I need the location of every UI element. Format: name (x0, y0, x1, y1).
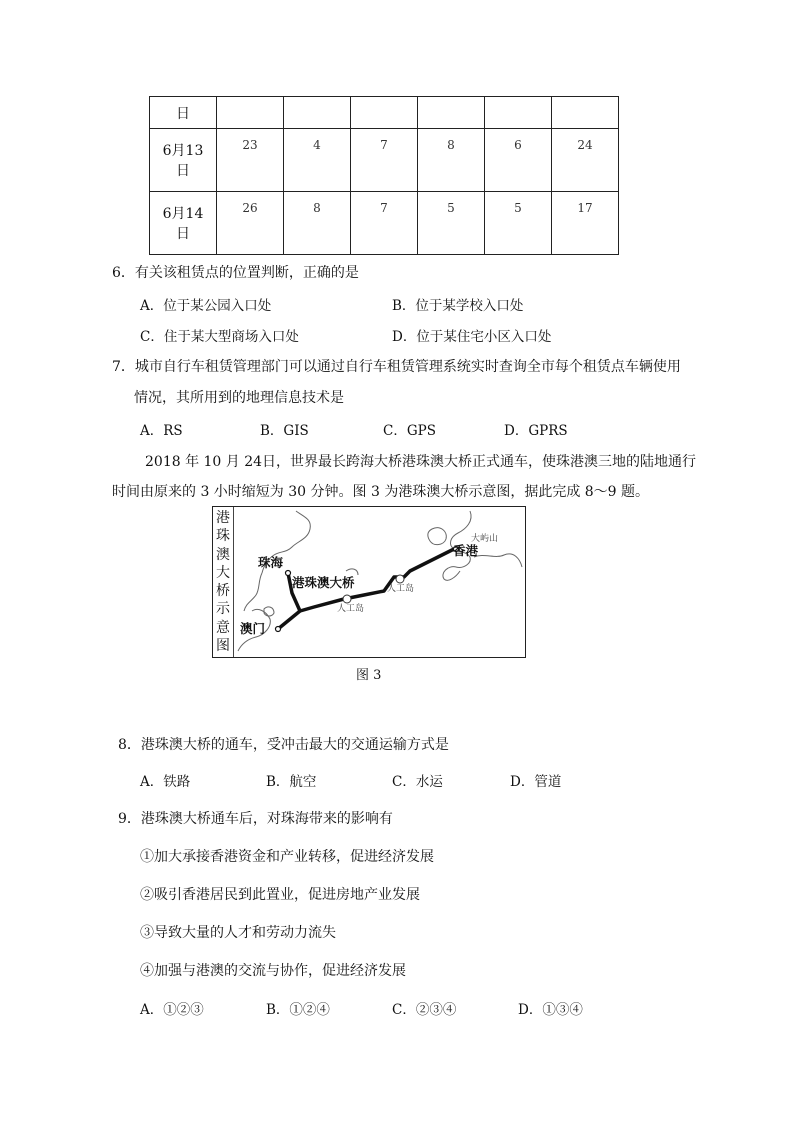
table-cell: 17 (552, 192, 619, 255)
rental-data-table (149, 96, 619, 255)
q8-option-b[interactable]: B．航空 (266, 774, 317, 790)
coastline-east-2 (474, 554, 522, 567)
table-cell-day: 日 (150, 97, 217, 129)
table-cell: 5 (418, 192, 485, 255)
label-artificial-island-east: 人工岛 (387, 584, 415, 594)
q9-option-c[interactable]: C．②③④ (392, 1002, 457, 1018)
island-west (264, 607, 274, 616)
q8-stem: 8．港珠澳大桥的通车，受冲击最大的交通运输方式是 (118, 737, 449, 753)
macau-marker (276, 627, 281, 632)
q9-option-d[interactable]: D．①③④ (518, 1002, 583, 1018)
label-dayushan: 大屿山 (471, 534, 499, 544)
label-macau: 澳门 (240, 621, 266, 636)
figure-caption: 图 3 (356, 668, 382, 683)
map-drawing (234, 507, 524, 657)
q7-option-a[interactable]: A．RS (140, 423, 183, 439)
table-row (150, 97, 619, 129)
q9-statement-3: ③导致大量的人才和劳动力流失 (140, 925, 336, 941)
table-cell: 26 (217, 192, 284, 255)
table-row (150, 192, 619, 255)
q7-stem-line1: 7．城市自行车租赁管理部门可以通过自行车租赁管理系统实时查询全市每个租赁点车辆使用 (112, 359, 681, 375)
label-artificial-island-west: 人工岛 (337, 604, 365, 614)
map-title-vertical: 港 珠 澳 大 桥 示 意 图 (213, 507, 234, 657)
table-row (150, 129, 619, 192)
table-cell: 5 (485, 192, 552, 255)
table-cell: 23 (217, 129, 284, 192)
lantau-island (428, 528, 446, 545)
q6-option-a[interactable]: A．位于某公园入口处 (140, 298, 272, 314)
passage-line2: 时间由原来的 3 小时缩短为 30 分钟。图 3 为港珠澳大桥示意图，据此完成 8～9 题。 (112, 484, 650, 500)
q6-option-c[interactable]: C．住于某大型商场入口处 (140, 329, 299, 345)
zhuhai-marker (286, 571, 291, 576)
label-hongkong: 香港 (453, 543, 479, 558)
table-cell: 8 (418, 129, 485, 192)
q9-statement-1: ①加大承接香港资金和产业转移，促进经济发展 (140, 849, 434, 865)
q7-option-b[interactable]: B．GIS (260, 423, 309, 439)
q9-option-b[interactable]: B．①②④ (266, 1002, 330, 1018)
q6-stem: 6．有关该租赁点的位置判断，正确的是 (112, 265, 359, 281)
q8-option-c[interactable]: C．水运 (392, 774, 443, 790)
q9-option-a[interactable]: A．①②③ (140, 1002, 204, 1018)
table-cell: 8 (284, 192, 351, 255)
table-cell: 7 (351, 192, 418, 255)
q9-statement-4: ④加强与港澳的交流与协作，促进经济发展 (140, 963, 406, 979)
table-cell-date: 6月14 日 (150, 192, 217, 255)
q8-option-a[interactable]: A．铁路 (140, 774, 191, 790)
q7-option-d[interactable]: D．GPRS (504, 423, 568, 439)
coastline-hk (443, 567, 460, 581)
q7-stem-line2: 情况，其所用到的地理信息技术是 (134, 390, 344, 406)
q9-statement-2: ②吸引香港居民到此置业，促进房地产业发展 (140, 887, 420, 903)
label-zhuhai: 珠海 (258, 555, 284, 570)
passage-line1: 2018 年 10 月 24日，世界最长跨海大桥港珠澳大桥正式通车，使珠港澳三地的陆地通行 (145, 454, 697, 470)
label-bridge: 港珠澳大桥 (292, 575, 355, 590)
coastline-west-lower (244, 573, 262, 611)
table-cell-date: 6月13 日 (150, 129, 217, 192)
table-cell: 24 (552, 129, 619, 192)
table-cell: 7 (351, 129, 418, 192)
bridge-map (212, 506, 526, 658)
q7-option-c[interactable]: C．GPS (383, 423, 436, 439)
table-cell: 4 (284, 129, 351, 192)
q9-stem: 9．港珠澳大桥通车后，对珠海带来的影响有 (118, 811, 393, 827)
q6-option-d[interactable]: D．位于某住宅小区入口处 (392, 329, 552, 345)
bridge-macau-branch (278, 611, 300, 629)
q6-option-b[interactable]: B．位于某学校入口处 (392, 298, 524, 314)
table-cell: 6 (485, 129, 552, 192)
q8-option-d[interactable]: D．管道 (510, 774, 562, 790)
